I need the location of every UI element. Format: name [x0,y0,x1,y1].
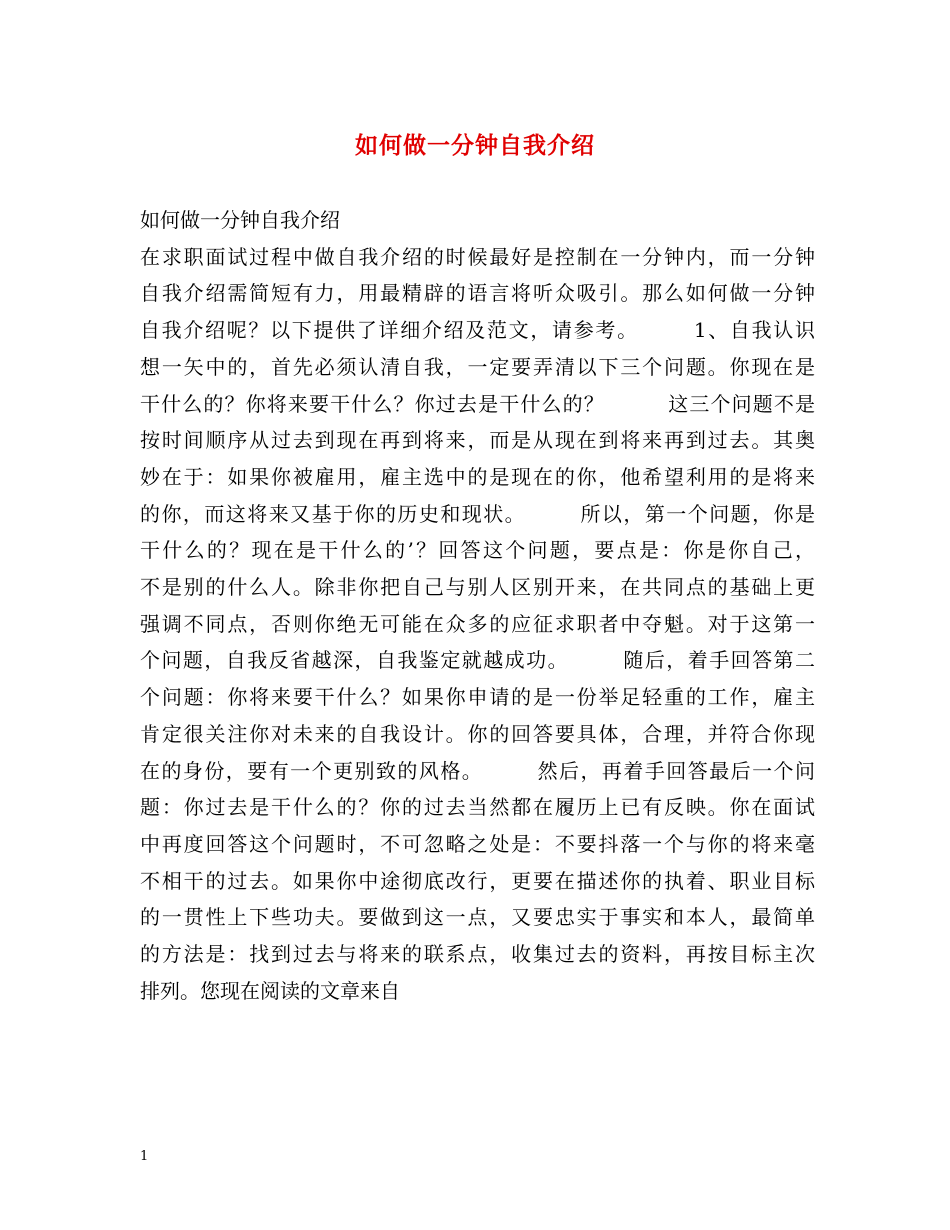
body-line: 肯定很关注你对未来的自我设计。你的回答要具体，合理，并符合你现 [140,721,815,746]
body-line: 个问题，自我反省越深，自我鉴定就越成功。 随后，着手回答第二 [140,648,815,673]
body-line: 的一贯性上下些功夫。要做到这一点，又要忠实于事实和本人，最简单 [140,905,815,930]
body-line: 自我介绍呢？以下提供了详细介绍及范文，请参考。 1、自我认识 [140,318,815,343]
body-line: 在的身份，要有一个更别致的风格。 然后，再着手回答最后一个问 [140,758,815,783]
body-line: 按时间顺序从过去到现在再到将来，而是从现在到将来再到过去。其奥 [140,428,815,453]
document-subtitle: 如何做一分钟自我介绍 [140,208,340,232]
body-line: 的你，而这将来又基于你的历史和现状。 所以，第一个问题，你是 [140,501,815,526]
body-line: 干什么的？现在是干什么的’？回答这个问题，要点是：你是你自己， [140,538,815,563]
document-body [140,202,815,1009]
body-line: 不相干的过去。如果你中途彻底改行，更要在描述你的执着、职业目标 [140,868,815,893]
body-line: 强调不同点，否则你绝无可能在众多的应征求职者中夺魁。对于这第一 [140,611,815,636]
body-line: 妙在于：如果你被雇用，雇主选中的是现在的你，他希望利用的是将来 [140,464,815,489]
body-line: 题：你过去是干什么的？你的过去当然都在履历上已有反映。你在面试 [140,795,815,820]
body-line: 想一矢中的，首先必须认清自我，一定要弄清以下三个问题。你现在是 [140,354,815,379]
body-line: 排列。您现在阅读的文章来自 [140,978,400,1003]
body-line: 中再度回答这个问题时，不可忽略之处是：不要抖落一个与你的将来毫 [140,831,815,856]
body-line: 不是别的什么人。除非你把自己与别人区别开来，在共同点的基础上更 [140,575,815,600]
page-number: 1 [140,1149,149,1164]
body-line: 的方法是：找到过去与将来的联系点，收集过去的资料，再按目标主次 [140,942,815,967]
document-title: 如何做一分钟自我介绍 [355,132,595,159]
body-line: 在求职面试过程中做自我介绍的时候最好是控制在一分钟内，而一分钟 [140,244,815,269]
body-line: 干什么的？你将来要干什么？你过去是干什么的？ 这三个问题不是 [140,391,815,416]
body-line: 自我介绍需简短有力，用最精辟的语言将听众吸引。那么如何做一分钟 [140,281,815,306]
body-line: 个问题：你将来要干什么？如果你申请的是一份举足轻重的工作，雇主 [140,685,815,710]
